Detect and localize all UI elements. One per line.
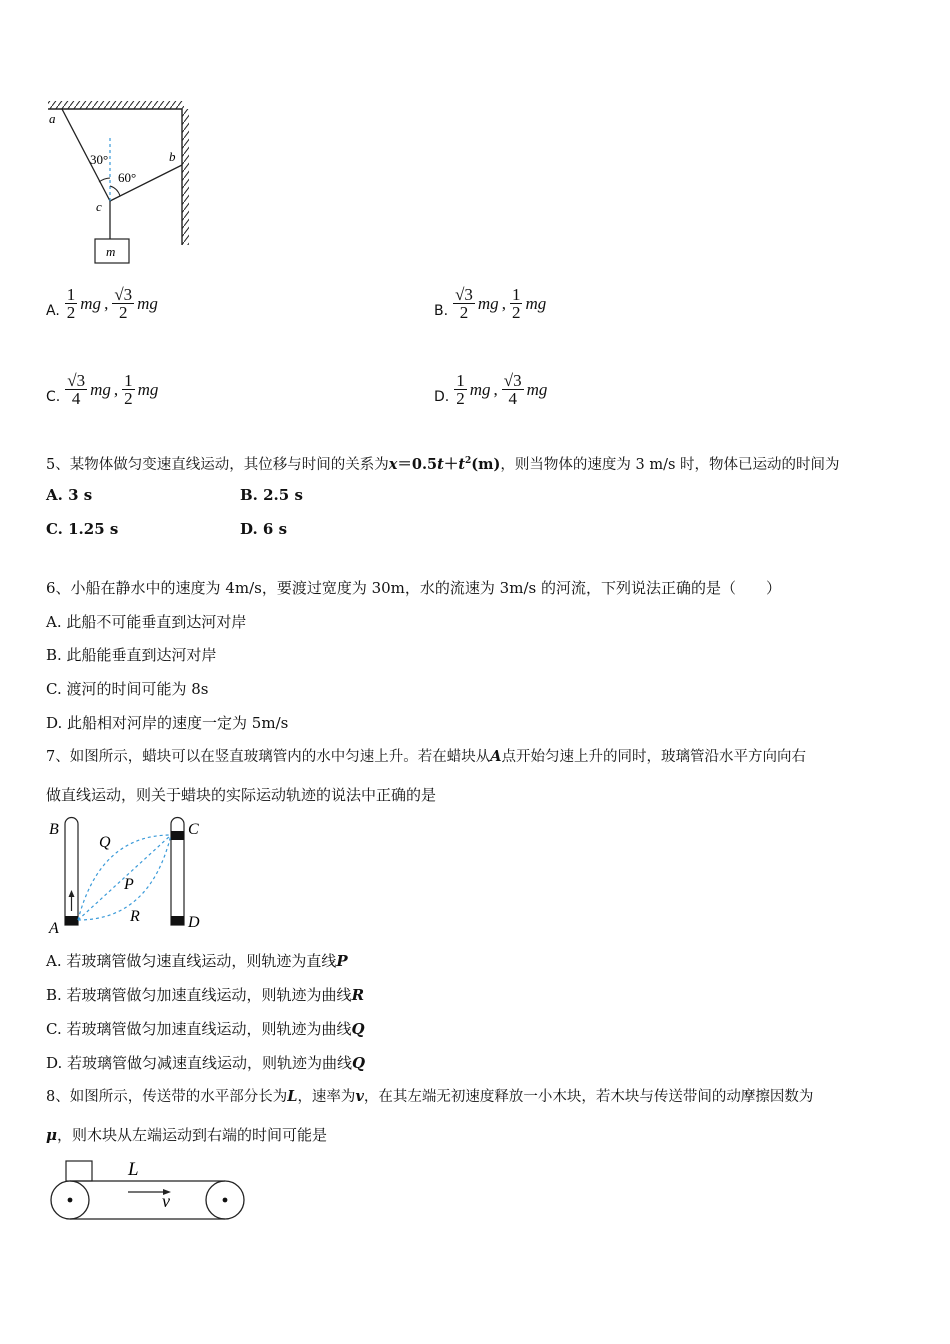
q5-formula-mid: ＝0.5 [397,455,438,473]
angle-arc-30 [99,178,110,182]
label-c: c [96,199,102,214]
ceiling-hatch [48,101,184,109]
q7-option-b-key: R [351,986,365,1004]
label-a: A [49,920,59,935]
q4-option-d [434,372,547,407]
unit-mg: mg [526,379,548,399]
q6-option-c: C. 渡河的时间可能为 8s [46,680,209,698]
option-letter: D. [434,389,450,405]
denominator: 2 [66,303,76,322]
q5-option-c: C. 1.25 s [46,520,119,538]
q5-formula-plus: ＋ [443,455,459,473]
denominator: 4 [71,389,81,408]
q8-stem-mid: ，速率为 [297,1089,356,1105]
q5-stem-pre: 5、某物体做匀变速直线运动，其位移与时间的关系为 [46,456,389,473]
label-l: L [128,1159,139,1180]
wall-hatch [182,109,189,245]
wax-block-c [171,831,184,840]
q7-option-d-key: Q [352,1054,366,1072]
q5-formula-t: t [437,455,444,473]
numerator: 1 [124,371,133,390]
q5-option-a: A. 3 s [46,486,93,504]
q7-option-c [46,1019,365,1039]
q8-stem-line2-text: ，则木块从左端运动到右端的时间可能是 [56,1126,327,1144]
q7-option-a-text: A. 若玻璃管做匀速直线运动，则轨迹为直线 [46,952,337,970]
wood-block [66,1161,92,1181]
q8-stem-line1 [46,1087,813,1107]
q7-option-b [46,985,364,1005]
q5-formula-x: x [388,455,398,473]
denominator: 2 [459,303,469,322]
denominator: 2 [511,303,521,322]
unit-mg: mg [477,293,499,313]
denominator: 2 [124,389,133,408]
comma: , [493,379,498,399]
q8-var-v: v [355,1088,364,1105]
q7-option-d-text: D. 若玻璃管做匀减速直线运动，则轨迹为曲线 [46,1054,353,1072]
unit-mg: mg [80,293,102,313]
fraction-1 [453,286,475,321]
tube-bottom-d [171,916,184,925]
q6-option-a: A. 此船不可能垂直到达河对岸 [46,613,247,631]
fraction-1 [65,286,78,321]
comma: , [104,293,109,313]
q8-stem-post: ，在其左端无初速度释放一小木块，若木块与传送带间的动摩擦因数为 [363,1089,814,1105]
unit-mg: mg [137,293,158,313]
q7-option-d [46,1053,365,1073]
label-r: R [130,908,140,925]
fraction-1 [454,372,467,407]
angle-arc-60 [110,186,120,196]
q7-stem-pre: 7、如图所示，蜡块可以在竖直玻璃管内的水中匀速上升。若在蜡块从 [46,749,491,765]
denominator: 2 [118,303,128,322]
numerator: √3 [503,371,522,390]
q6-option-d: D. 此船相对河岸的速度一定为 5m/s [46,714,289,732]
option-letter: C. [46,389,61,405]
q6-option-b: B. 此船能垂直到达河对岸 [46,646,217,664]
q5-stem-post: ，则当物体的速度为 3 m/s 时，物体已运动的时间为 [500,456,840,473]
q7-stem-line2: 做直线运动，则关于蜡块的实际运动轨迹的说法中正确的是 [46,786,437,804]
label-b: B [49,821,59,838]
label-m: m [106,244,116,259]
q5-formula-sup: 2 [465,456,472,466]
unit-mg: mg [469,379,491,399]
q7-option-c-text: C. 若玻璃管做匀加速直线运动，则轨迹为曲线 [46,1020,352,1038]
comma: , [501,293,506,313]
figure-wax-block-tubes [45,815,215,935]
q5-option-b: B. 2.5 s [240,486,303,504]
right-axle [223,1198,228,1203]
q4-option-b [434,286,546,321]
fraction-2 [510,286,523,321]
q7-option-c-key: Q [351,1020,365,1038]
q7-option-a-key: P [336,952,348,970]
label-d: D [188,914,200,931]
left-axle [68,1198,73,1203]
fraction-2 [112,286,134,321]
denominator: 4 [508,389,517,408]
numerator: 1 [511,285,521,304]
q7-option-b-text: B. 若玻璃管做匀加速直线运动，则轨迹为曲线 [46,986,352,1004]
unit-mg: mg [90,379,111,399]
q8-var-l: L [287,1088,298,1105]
q7-point-a: A [490,748,502,765]
label-b: b [169,149,176,164]
unit-mg: mg [525,293,547,313]
q7-stem-post: 点开始匀速上升的同时，玻璃管沿水平方向向右 [501,749,806,765]
figure-conveyor-belt [45,1155,250,1225]
q5-option-d: D. 6 s [240,520,288,538]
numerator: √3 [114,285,133,304]
label-a: a [49,111,56,126]
numerator: √3 [455,285,473,304]
fraction-2 [502,372,524,407]
angle-60-label: 60° [118,170,137,185]
q5-formula-unit: (m) [471,455,501,473]
q7-option-a [46,951,348,971]
angle-30-label: 30° [90,152,109,167]
q8-stem-pre: 8、如图所示，传送带的水平部分长为 [46,1089,288,1105]
q6-stem: 6、小船在静水中的速度为 4m/s，要渡过宽度为 30m，水的流速为 3m/s 的河流，下列说法正确的是（ ） [46,579,781,597]
wax-block-a [65,916,78,925]
numerator: 1 [456,371,465,390]
label-q: Q [99,834,111,851]
q4-option-c [46,372,158,407]
denominator: 2 [456,389,465,408]
fraction-2 [122,372,135,407]
label-p: P [124,876,134,893]
label-v: v [162,1191,170,1211]
figure-hanging-mass [40,98,200,273]
q5-formula-t2: t [458,455,466,473]
numerator: 1 [66,285,76,304]
option-letter: B. [434,303,449,319]
q5-stem [46,451,840,475]
q4-option-a [46,286,158,321]
fraction-1 [65,372,87,407]
option-letter: A. [46,303,60,319]
numerator: √3 [67,371,86,390]
unit-mg: mg [137,379,159,399]
comma: , [113,379,119,399]
q8-var-mu: μ [46,1126,57,1144]
label-c: C [188,821,199,838]
q7-stem-line1 [46,747,806,767]
q8-stem-line2 [46,1125,327,1145]
